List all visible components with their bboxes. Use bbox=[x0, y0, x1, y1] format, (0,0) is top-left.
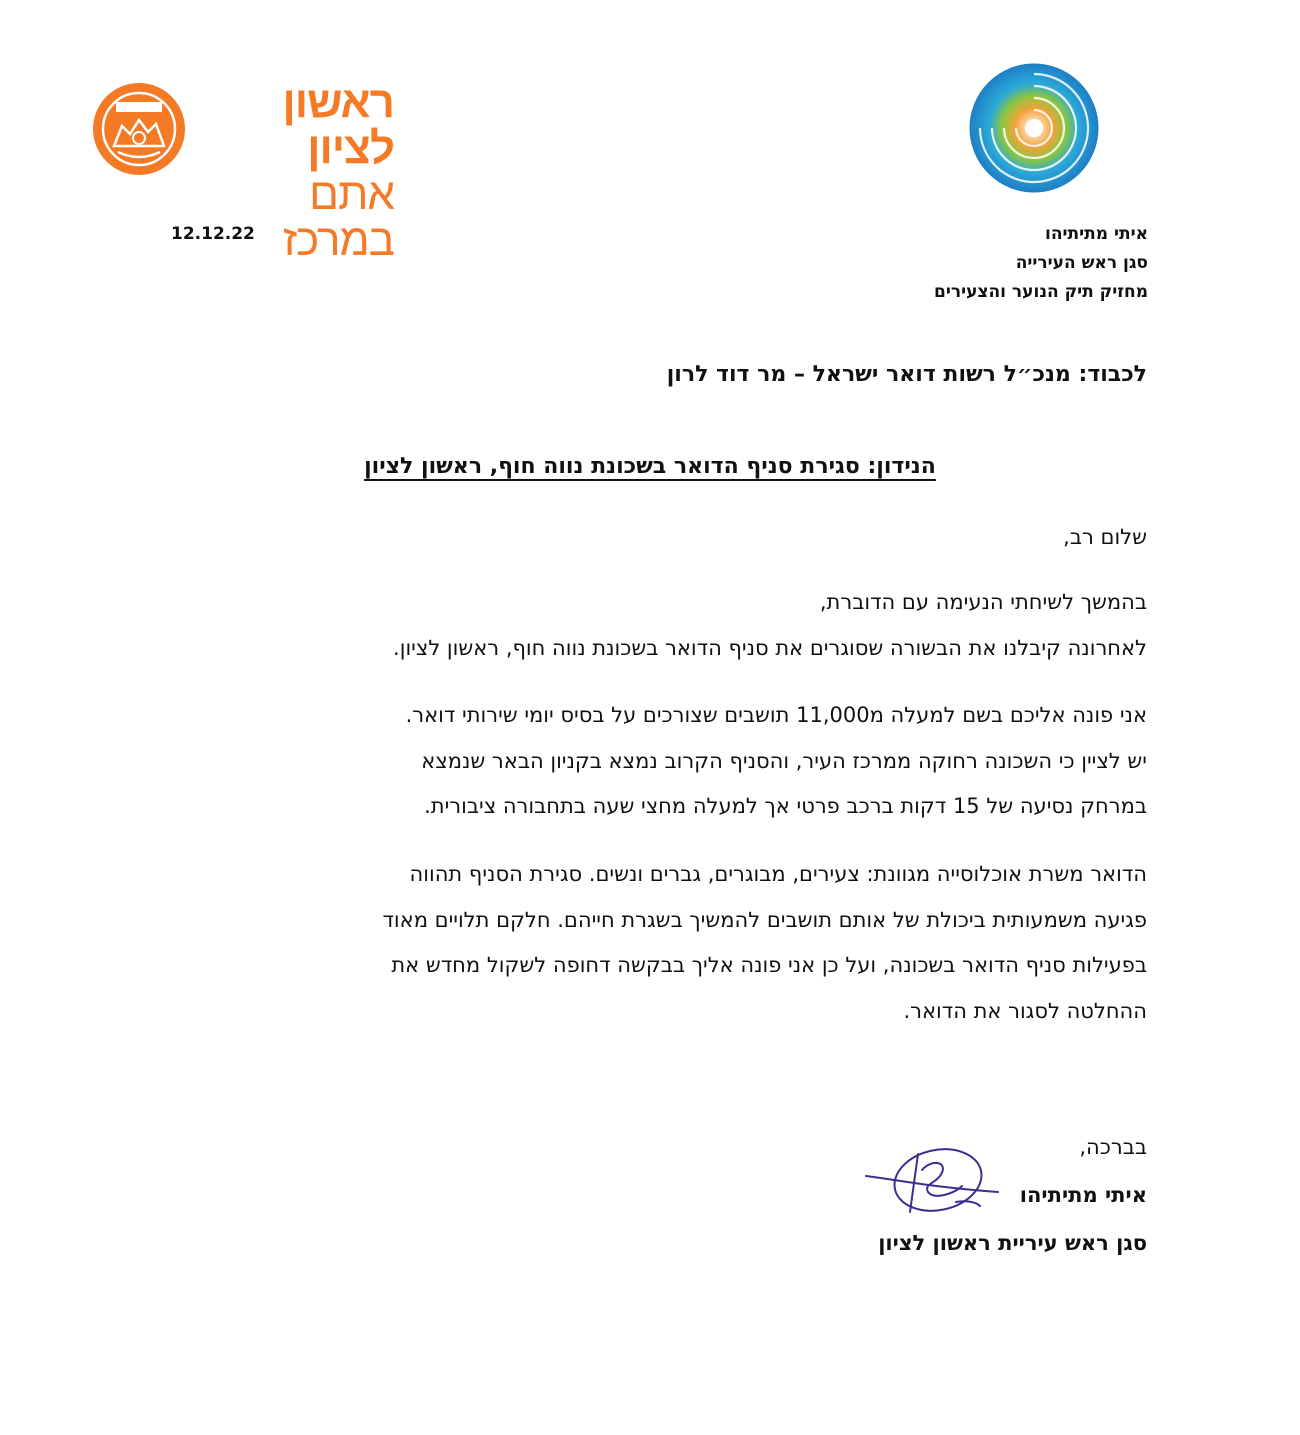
paragraph-line: לאחרונה קיבלנו את הבשורה שסוגרים את סניף הדואר בשכונת נווה חוף, ראשון לציון. bbox=[393, 635, 1147, 660]
paragraph-line: הדואר משרת אוכלוסייה מגוונת: צעירים, מבוגרים, גברים ונשים. סגירת הסניף תהווה bbox=[409, 862, 1147, 886]
city-seal-icon bbox=[92, 82, 186, 176]
addressee-line: לכבוד: מנכ״ל רשות דואר ישראל – מר דוד לרון bbox=[666, 362, 1147, 387]
greeting-text: שלום רב, bbox=[1063, 525, 1147, 549]
paragraph-3 bbox=[157, 852, 1147, 1034]
sender-portfolio: מחזיק תיק הנוער והצעירים bbox=[934, 282, 1148, 302]
paragraph-line: ההחלטה לסגור את הדואר. bbox=[903, 998, 1147, 1023]
greeting bbox=[157, 515, 1147, 561]
paragraph-2 bbox=[157, 693, 1147, 830]
paragraph-line: אני פונה אליכם בשם למעלה מ11,000 תושבים שצורכים על בסיס יומי שירותי דואר. bbox=[405, 703, 1147, 727]
closing-name: איתי מתיתיהו bbox=[1019, 1183, 1147, 1207]
closing-title: סגן ראש עיריית ראשון לציון bbox=[878, 1231, 1147, 1255]
sender-title: סגן ראש העירייה bbox=[1015, 253, 1148, 273]
paragraph-line: יש לציין כי השכונה רחוקה ממרכז העיר, והסניף הקרוב נמצא בקניון הבאר שנמצא bbox=[421, 748, 1147, 773]
paragraph-line: בהמשך לשיחתי הנעימה עם הדוברת, bbox=[819, 590, 1147, 614]
paragraph-line: במרחק נסיעה של 15 דקות ברכב פרטי אך למעלה מחצי שעה בתחבורה ציבורית. bbox=[424, 794, 1147, 818]
paragraph-1 bbox=[157, 580, 1147, 671]
subject-text: הנידון: סגירת סניף הדואר בשכונת נווה חוף, ראשון לציון bbox=[364, 454, 936, 479]
logo-line-1: ראשון לציון bbox=[282, 78, 394, 173]
paragraph-line: פגיעה משמעותית ביכולת של אותם תושבים להמשיך בשגרת חייהם. חלקם תלויים מאוד bbox=[382, 907, 1147, 932]
logo-line-2: אתם במרכז bbox=[282, 170, 394, 265]
closing-salutation: בברכה, bbox=[1079, 1135, 1147, 1159]
sender-block bbox=[788, 220, 1148, 307]
spiral-emblem-icon bbox=[966, 60, 1102, 196]
sender-name: איתי מתיתיהו bbox=[1045, 224, 1148, 244]
handwritten-signature bbox=[858, 1140, 1008, 1230]
paragraph-line: בפעילות סניף הדואר בשכונה, ועל כן אני פונה אליך בבקשה דחופה לשקול מחדש את bbox=[391, 953, 1147, 977]
subject-line bbox=[150, 450, 1150, 484]
letter-date: 12.12.22 bbox=[171, 224, 255, 244]
